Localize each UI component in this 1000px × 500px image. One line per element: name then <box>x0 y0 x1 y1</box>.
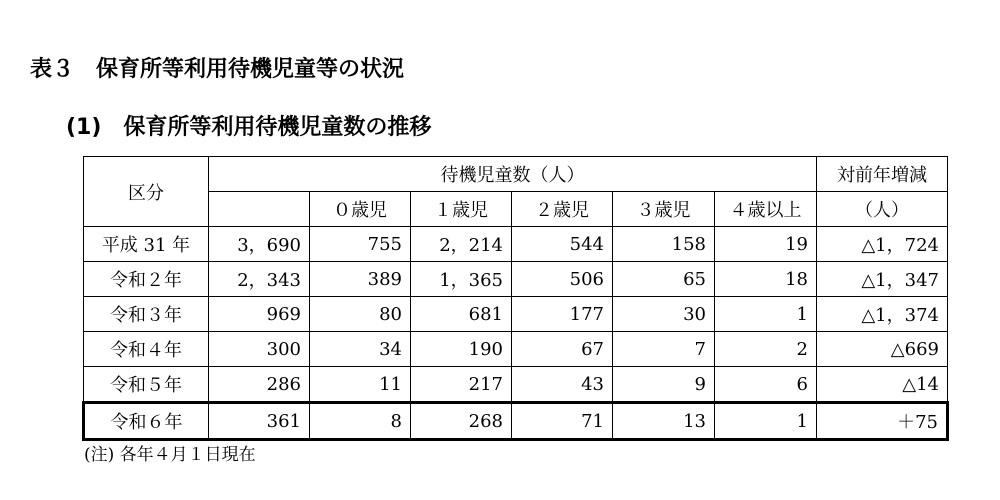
change-cell: △14 <box>817 367 948 403</box>
table-row <box>84 262 948 297</box>
age-cell: 506 <box>512 262 613 297</box>
age-cell: 1 <box>715 403 817 440</box>
age-cell: 755 <box>310 227 411 262</box>
age-cell: 681 <box>411 297 512 332</box>
row-label: 令和２年 <box>84 262 209 297</box>
table-row <box>84 297 948 332</box>
change-cell: △669 <box>817 332 948 367</box>
age-cell: 34 <box>310 332 411 367</box>
section-title: (1) 保育所等利用待機児童数の推移 <box>66 115 432 140</box>
age-cell: 268 <box>411 403 512 440</box>
total-cell: 969 <box>209 297 310 332</box>
age-header: １歳児 <box>411 192 512 227</box>
page-title: 表３ 保育所等利用待機児童等の状況 <box>30 57 405 82</box>
age-cell: 1 <box>715 297 817 332</box>
age-cell: 389 <box>310 262 411 297</box>
footnote: (注) 各年４月１日現在 <box>84 445 256 465</box>
total-cell: 300 <box>209 332 310 367</box>
category-header: 区分 <box>84 157 209 227</box>
age-header: ０歳児 <box>310 192 411 227</box>
row-label: 令和５年 <box>84 367 209 403</box>
age-cell: 8 <box>310 403 411 440</box>
row-label: 令和６年 <box>84 403 209 440</box>
age-cell: 13 <box>613 403 715 440</box>
change-header: 対前年増減 <box>817 157 948 192</box>
table-row <box>84 227 948 262</box>
age-cell: 190 <box>411 332 512 367</box>
row-label: 令和３年 <box>84 297 209 332</box>
age-header: ３歳児 <box>613 192 715 227</box>
change-unit-header: （人） <box>817 192 948 227</box>
age-cell: 80 <box>310 297 411 332</box>
age-cell: 6 <box>715 367 817 403</box>
table-row <box>84 367 948 403</box>
age-cell: 67 <box>512 332 613 367</box>
age-cell: 177 <box>512 297 613 332</box>
age-cell: 11 <box>310 367 411 403</box>
row-label: 平成 31 年 <box>84 227 209 262</box>
header-row <box>84 157 948 192</box>
subheader-row <box>84 192 948 227</box>
total-header <box>209 192 310 227</box>
waiting-count-header: 待機児童数（人） <box>209 157 817 192</box>
table-row <box>84 332 948 367</box>
row-label: 令和４年 <box>84 332 209 367</box>
age-cell: 9 <box>613 367 715 403</box>
age-cell: 30 <box>613 297 715 332</box>
age-cell: 2 <box>715 332 817 367</box>
total-cell: 2，343 <box>209 262 310 297</box>
age-cell: 217 <box>411 367 512 403</box>
age-cell: 18 <box>715 262 817 297</box>
age-cell: 544 <box>512 227 613 262</box>
table-row-highlighted <box>84 403 948 440</box>
age-cell: 19 <box>715 227 817 262</box>
change-cell: ＋75 <box>817 403 948 440</box>
age-cell: 43 <box>512 367 613 403</box>
change-cell: △1，347 <box>817 262 948 297</box>
age-cell: 65 <box>613 262 715 297</box>
waiting-children-table <box>82 156 949 441</box>
total-cell: 3，690 <box>209 227 310 262</box>
change-cell: △1，724 <box>817 227 948 262</box>
age-cell: 1，365 <box>411 262 512 297</box>
total-cell: 286 <box>209 367 310 403</box>
age-header: ２歳児 <box>512 192 613 227</box>
age-cell: 2，214 <box>411 227 512 262</box>
age-header: ４歳以上 <box>715 192 817 227</box>
total-cell: 361 <box>209 403 310 440</box>
age-cell: 158 <box>613 227 715 262</box>
change-cell: △1，374 <box>817 297 948 332</box>
age-cell: 7 <box>613 332 715 367</box>
age-cell: 71 <box>512 403 613 440</box>
